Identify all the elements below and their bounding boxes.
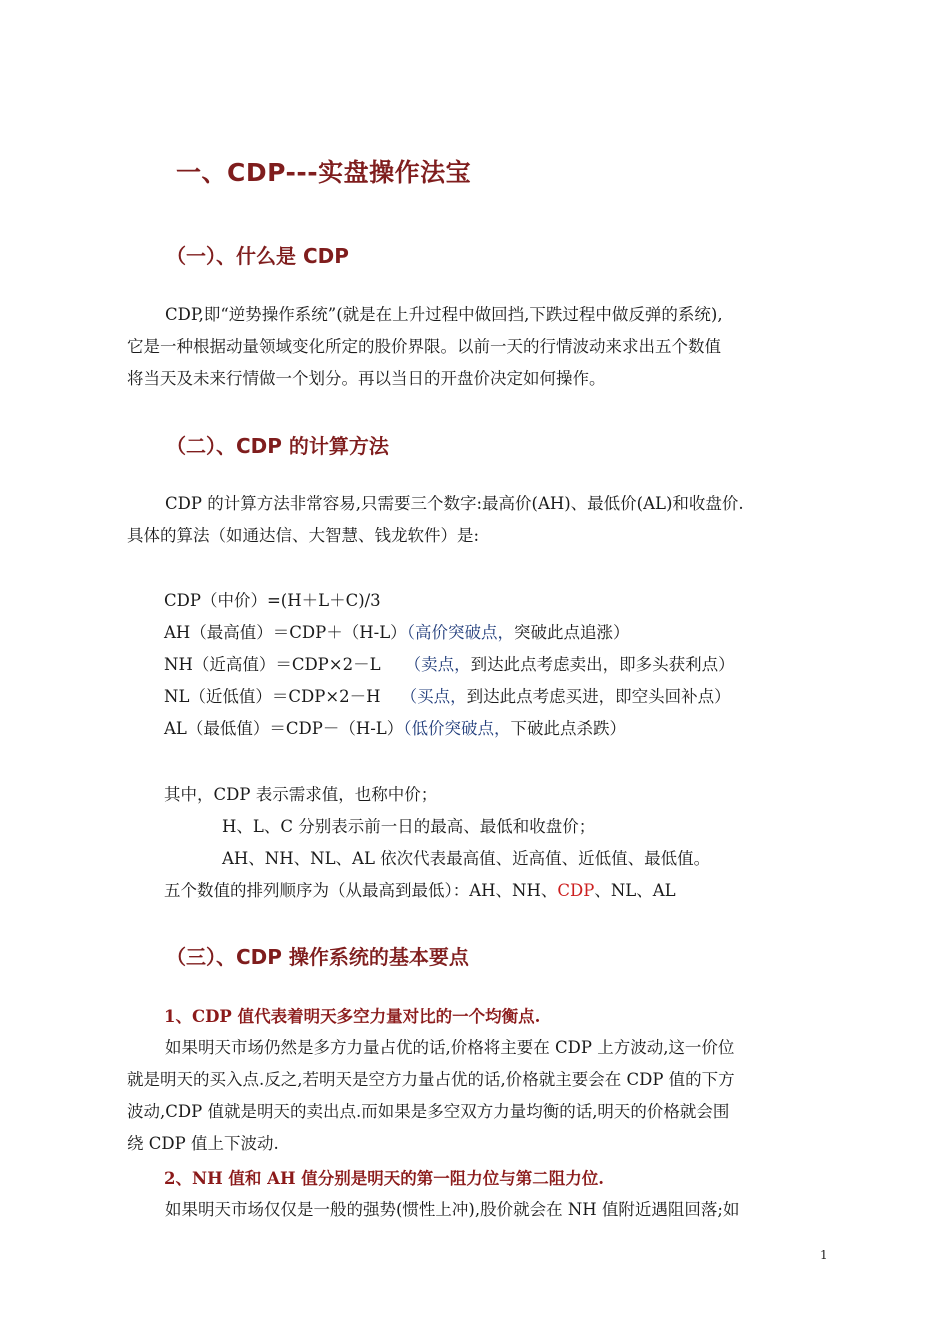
section-heading-calculation: （二）、CDP 的计算方法 [166, 434, 389, 458]
order-prefix: 五个数值的排列顺序为（从最高到最低）：AH、NH、 [164, 881, 558, 900]
paragraph-line: 如果明天市场仍然是多方力量占优的话,价格将主要在 CDP 上方波动,这一价位 [165, 1038, 735, 1057]
point-title-1: 1、CDP 值代表着明天多空力量对比的一个均衡点. [164, 1007, 541, 1026]
paragraph-line: CDP,即“逆势操作系统”(就是在上升过程中做回挡,下跌过程中做反弹的系统), [165, 305, 723, 324]
formula-al [164, 713, 626, 745]
page-number: 1 [820, 1248, 828, 1262]
point-title-2: 2、NH 值和 AH 值分别是明天的第一阻力位与第二阻力位. [164, 1169, 605, 1188]
section-heading-key-points: （三）、CDP 操作系统的基本要点 [166, 945, 469, 969]
paragraph-line: 波动,CDP 值就是明天的卖出点.而如果是多空双方力量均衡的话,明天的价格就会围 [127, 1102, 730, 1121]
formula-nl [164, 681, 731, 713]
paragraph-line: 如果明天市场仅仅是一般的强势(惯性上冲),股价就会在 NH 值附近遇阻回落;如 [165, 1200, 740, 1219]
paragraph-line: 绕 CDP 值上下波动. [127, 1134, 279, 1153]
formula-main: AH（最高值）＝CDP＋（H-L） [164, 623, 407, 642]
formula-main: AL（最低值）＝CDP－（H-L） [164, 719, 404, 738]
formula-nh [164, 649, 735, 681]
formula-note-blue: （低价突破点， [403, 719, 511, 738]
formula-cdp [164, 585, 381, 617]
formula-ah [164, 617, 629, 649]
document-title: 一、CDP---实盘操作法宝 [176, 158, 472, 187]
paragraph-line: CDP 的计算方法非常容易,只需要三个数字:最高价(AH)、最低价(AL)和收盘价. [165, 494, 744, 513]
formula-note-blue: （买点， [400, 687, 467, 706]
formula-note-blue: （高价突破点， [406, 623, 514, 642]
formula-note: 到达此点考虑卖出，即多头获利点） [470, 655, 735, 674]
order-highlight: CDP [557, 881, 595, 900]
paragraph-line: 就是明天的买入点.反之,若明天是空方力量占优的话,价格就主要会在 CDP 值的下方 [127, 1070, 735, 1089]
note-line: H、L、C 分别表示前一日的最高、最低和收盘价； [222, 817, 596, 836]
formula-note: 到达此点考虑买进，即空头回补点） [466, 687, 731, 706]
paragraph-line: 具体的算法（如通达信、大智慧、钱龙软件）是: [127, 526, 480, 545]
formula-note: 下破此点杀跌） [510, 719, 626, 738]
paragraph-line: 将当天及未来行情做一个划分。再以当日的开盘价决定如何操作。 [127, 369, 606, 388]
paragraph-line: 它是一种根据动量领域变化所定的股价界限。以前一天的行情波动来求出五个数值 [127, 337, 721, 356]
note-line: 其中，CDP 表示需求值，也称中价； [164, 785, 438, 804]
formula-main: NL（近低值）＝CDP×2－H [164, 687, 381, 706]
order-suffix: 、NL、AL [594, 881, 676, 900]
formula-note: 突破此点追涨） [513, 623, 630, 642]
formula-note-blue: （卖点， [404, 655, 471, 674]
formula-main: CDP（中价）=(H＋L＋C)/3 [164, 591, 381, 610]
note-line: AH、NH、NL、AL 依次代表最高值、近高值、近低值、最低值。 [222, 849, 711, 868]
section-heading-what-is-cdp: （一）、什么是 CDP [166, 244, 349, 268]
order-line [164, 875, 676, 907]
formula-main: NH（近高值）＝CDP×2－L [164, 655, 381, 674]
